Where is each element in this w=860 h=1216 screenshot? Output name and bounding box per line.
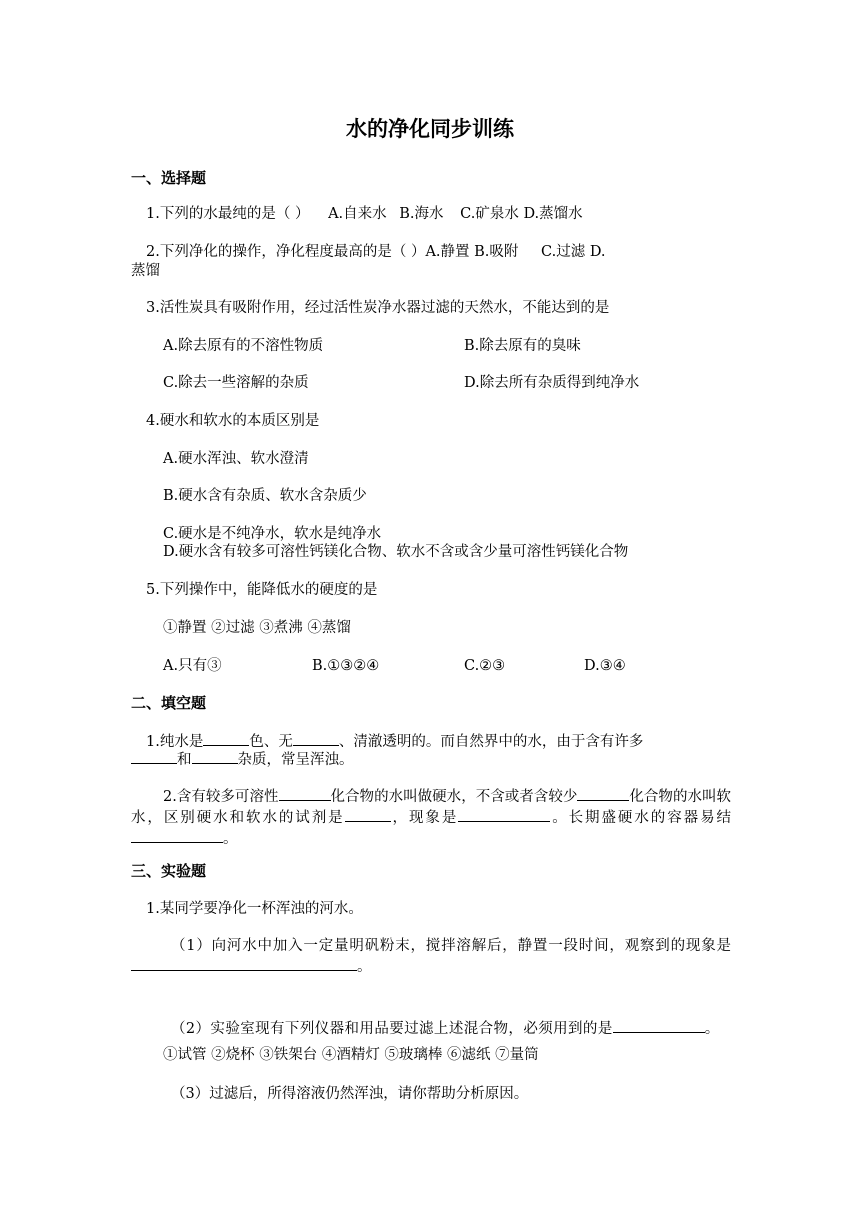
answer-blank[interactable] [577, 786, 629, 801]
answer-blank[interactable] [192, 749, 238, 764]
fill-1-text-1: 1.纯水是 [146, 734, 204, 750]
question-3-option-d: D.除去所有杂质得到纯净水 [464, 375, 640, 391]
experiment-step-2-text: （2）实验室现有下列仪器和用品要过滤上述混合物，必须用到的是 [171, 1021, 613, 1037]
question-5-items: ①静置 ②过滤 ③煮沸 ④蒸馏 [163, 620, 351, 636]
question-3-option-a: A.除去原有的不溶性物质 [163, 338, 324, 354]
section-heading-fill: 二、填空题 [131, 694, 207, 712]
fill-2-text-5: 。长期盛硬水的容器易结 [550, 810, 732, 826]
section-heading-experiment: 三、实验题 [131, 862, 207, 880]
question-4-option-d: D.硬水含有较多可溶性钙镁化合物、软水不含或含少量可溶性钙镁化合物 [163, 544, 629, 560]
question-2-option-c: C.过滤 [541, 244, 586, 260]
experiment-step-1-end: 。 [357, 959, 372, 975]
fill-1-text-3: 、清澈透明的。而自然界中的水，由于含有许多 [338, 734, 644, 750]
answer-blank[interactable] [293, 731, 339, 746]
question-2-stem: 2.下列净化的操作，净化程度最高的是（ ） [146, 244, 426, 260]
question-3-stem: 3.活性炭具有吸附作用，经过活性炭净水器过滤的天然水，不能达到的是 [146, 300, 610, 316]
fill-2-text-3: 化合物的水叫软水，区别硬水和软水的试剂是 [131, 789, 731, 826]
question-5-option-d: D.③④ [584, 658, 626, 674]
question-2-option-d: D. [589, 244, 606, 260]
answer-blank[interactable] [131, 956, 357, 971]
question-1-option-a: A.自来水 [328, 206, 387, 222]
answer-blank[interactable] [131, 828, 223, 843]
question-3-option-c: C.除去一些溶解的杂质 [163, 375, 309, 391]
question-5-stem: 5.下列操作中，能降低水的硬度的是 [146, 582, 378, 598]
question-1 [146, 204, 583, 225]
question-3-option-b: B.除去原有的臭味 [464, 338, 581, 354]
question-1-option-c: C.矿泉水 [460, 206, 519, 222]
question-4-option-a: A.硬水浑浊、软水澄清 [163, 451, 309, 467]
experiment-step-1 [131, 936, 731, 977]
fill-1-text-5: 杂质，常呈浑浊。 [237, 752, 354, 768]
answer-blank[interactable] [345, 807, 391, 822]
question-1-option-d: D.蒸馏水 [523, 206, 583, 222]
section-heading-choice: 一、选择题 [131, 169, 207, 187]
question-4-option-c: C.硬水是不纯净水，软水是纯净水 [163, 526, 382, 542]
question-2 [146, 242, 606, 263]
answer-blank[interactable] [203, 731, 249, 746]
question-5-option-c: C.②③ [464, 658, 506, 674]
question-1-stem: 1.下列的水最纯的是（ ） [146, 206, 310, 222]
fill-1-text-4: 和 [177, 752, 192, 768]
answer-blank[interactable] [279, 786, 331, 801]
answer-blank[interactable] [131, 749, 177, 764]
question-2-option-a: A.静置 [425, 244, 470, 260]
experiment-stem: 1.某同学要净化一杯浑浊的河水。 [146, 901, 363, 917]
answer-blank[interactable] [613, 1018, 705, 1033]
question-4-option-b: B.硬水含有杂质、软水含杂质少 [163, 488, 367, 504]
document-title: 水的净化同步训练 [346, 117, 514, 141]
question-2-option-d-text: 蒸馏 [131, 263, 160, 279]
fill-2-text-4: ，现象是 [390, 810, 459, 826]
question-5-option-b: B.①③②④ [312, 658, 380, 674]
fill-2 [131, 786, 731, 849]
fill-2-text-2: 化合物的水叫做硬水，不含或者含较少 [330, 789, 578, 805]
experiment-equipment-list: ①试管 ②烧杯 ③铁架台 ④酒精灯 ⑤玻璃棒 ⑥滤纸 ⑦量筒 [163, 1047, 539, 1063]
experiment-step-2-end: 。 [704, 1021, 720, 1037]
question-2-option-b: B.吸附 [474, 244, 519, 260]
question-1-option-b: B.海水 [399, 206, 444, 222]
question-5-option-a: A.只有③ [163, 658, 222, 674]
fill-1-line-2 [131, 749, 354, 771]
answer-blank[interactable] [458, 807, 550, 822]
experiment-step-1-text: （1）向河水中加入一定量明矾粉末，搅拌溶解后，静置一段时间，观察到的现象是 [171, 938, 731, 954]
experiment-step-2 [131, 1018, 731, 1039]
fill-1-text-2: 色、无 [249, 734, 293, 750]
fill-2-text-6: 。 [223, 831, 238, 847]
fill-2-text-1: 2.含有较多可溶性 [163, 789, 279, 805]
experiment-step-3: （3）过滤后，所得溶液仍然浑浊，请你帮助分析原因。 [171, 1086, 529, 1102]
question-4-stem: 4.硬水和软水的本质区别是 [146, 413, 320, 429]
